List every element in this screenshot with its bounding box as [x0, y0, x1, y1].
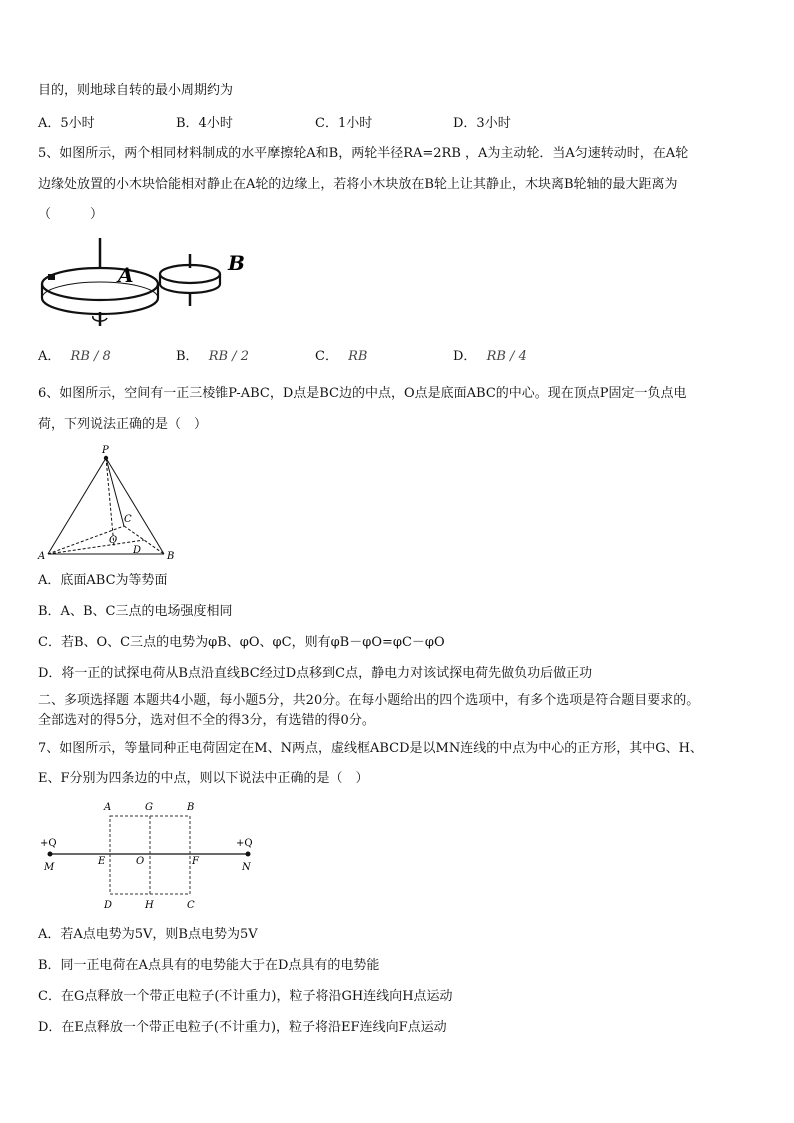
vertex-b-label: B [167, 551, 175, 562]
point-g-label: G [145, 802, 153, 813]
q5-option-d-math: RB / 4 [486, 349, 527, 364]
q7-option-d[interactable]: D．在E点释放一个带正电粒子(不计重力)，粒子将沿EF连线向F点运动 [38, 1020, 447, 1035]
q5-option-d[interactable] [453, 348, 527, 366]
q5-option-c-math: RB [348, 349, 368, 364]
q5-option-a-letter: A． [38, 349, 61, 364]
pyramid-figure [36, 442, 186, 564]
wheel-a [42, 238, 158, 326]
q6-stem-line1: 6、如图所示，空间有一正三棱锥P-ABC，D点是BC边的中点，O点是底面ABC的中心。现在顶点P固定一负点电 [38, 386, 687, 401]
q7-option-a[interactable]: A．若A点电势为5V，则B点电势为5V [38, 927, 258, 942]
point-o-label: O [136, 856, 145, 867]
q5-option-d-letter: D． [453, 349, 477, 364]
wheel-b-label: B [228, 251, 245, 275]
q4-option-a[interactable]: A．5小时 [38, 116, 95, 131]
charge-left-label: +Q [40, 838, 57, 849]
q5-option-a-math: RB / 8 [70, 349, 111, 364]
point-d-label: D [133, 545, 142, 556]
vertex-p-label: P [102, 445, 109, 456]
charges-square-figure [38, 796, 268, 914]
q5-option-a[interactable] [38, 348, 111, 366]
q6-option-c[interactable]: C．若B、O、C三点的电势为φB、φO、φC，则有φB－φO=φC－φO [38, 635, 445, 650]
vertex-a-label: A [38, 551, 46, 562]
point-a-label: A [104, 802, 112, 813]
q5-option-c[interactable] [315, 348, 367, 366]
point-h-label: H [145, 900, 154, 911]
q4-option-c[interactable]: C．1小时 [315, 116, 373, 131]
point-d-label: D [104, 900, 113, 911]
q4-option-d[interactable]: D．3小时 [453, 116, 511, 131]
charge-right-label: +Q [236, 838, 253, 849]
q4-option-b[interactable]: B．4小时 [176, 116, 233, 131]
vertex-c-label: C [124, 514, 132, 525]
point-e-label: E [98, 856, 106, 867]
q5-option-b[interactable] [176, 348, 249, 366]
q5-option-b-letter: B． [176, 349, 199, 364]
q7-stem-line1: 7、如图所示，等量同种正电荷固定在M、N两点，虚线框ABCD是以MN连线的中点为中心的正方形，其中G、H、 [38, 741, 703, 756]
point-m-label: M [44, 862, 55, 873]
q6-option-b[interactable]: B．A、B、C三点的电场强度相同 [38, 604, 233, 619]
wooden-block [48, 274, 55, 280]
wheel-b [160, 254, 220, 306]
q7-option-c[interactable]: C．在G点释放一个带正电粒子(不计重力)，粒子将沿GH连线向H点运动 [38, 989, 453, 1004]
q5-option-b-math: RB / 2 [208, 349, 249, 364]
point-b-label: B [187, 802, 195, 813]
point-n-label: N [242, 862, 251, 873]
section2-heading-line2: 全部选对的得5分，选对但不全的得3分，有选错的得0分。 [38, 713, 375, 728]
q7-option-b[interactable]: B．同一正电荷在A点具有的电势能大于在D点具有的电势能 [38, 958, 380, 973]
point-o-label: O [109, 535, 118, 546]
charge-n-dot [246, 852, 251, 857]
friction-wheels-figure [38, 232, 268, 332]
q4-stem-tail: 目的，则地球自转的最小周期约为 [38, 83, 234, 98]
charge-m-dot [48, 852, 53, 857]
wheel-a-label: A [118, 263, 134, 287]
q7-stem-line2: E、F分别为四条边的中点，则以下说法中正确的是（ ） [38, 771, 369, 786]
q5-stem-line2: 边缘处放置的小木块恰能相对静止在A轮的边缘上，若将小木块放在B轮上让其静止，木块离B轮轴的最大距离为 [38, 177, 678, 192]
point-f-label: F [192, 856, 199, 867]
q5-answer-blank: （ ） [38, 207, 104, 222]
section2-heading-line1: 二、多项选择题 本题共4小题，每小题5分，共20分。在每小题给出的四个选项中，有多个选项是符合题目要求的。 [38, 693, 700, 708]
q5-stem-line1: 5、如图所示，两个相同材料制成的水平摩擦轮A和B，两轮半径RA=2RB ，A为主动轮．当A匀速转动时，在A轮 [38, 146, 689, 161]
q5-option-c-letter: C． [315, 349, 338, 364]
q6-option-d[interactable]: D．将一正的试探电荷从B点沿直线BC经过D点移到C点，静电力对该试探电荷先做负功后做正功 [38, 666, 593, 681]
q6-stem-line2: 荷，下列说法正确的是（ ） [38, 417, 208, 432]
point-c-label: C [187, 900, 195, 911]
q6-option-a[interactable]: A．底面ABC为等势面 [38, 573, 168, 588]
